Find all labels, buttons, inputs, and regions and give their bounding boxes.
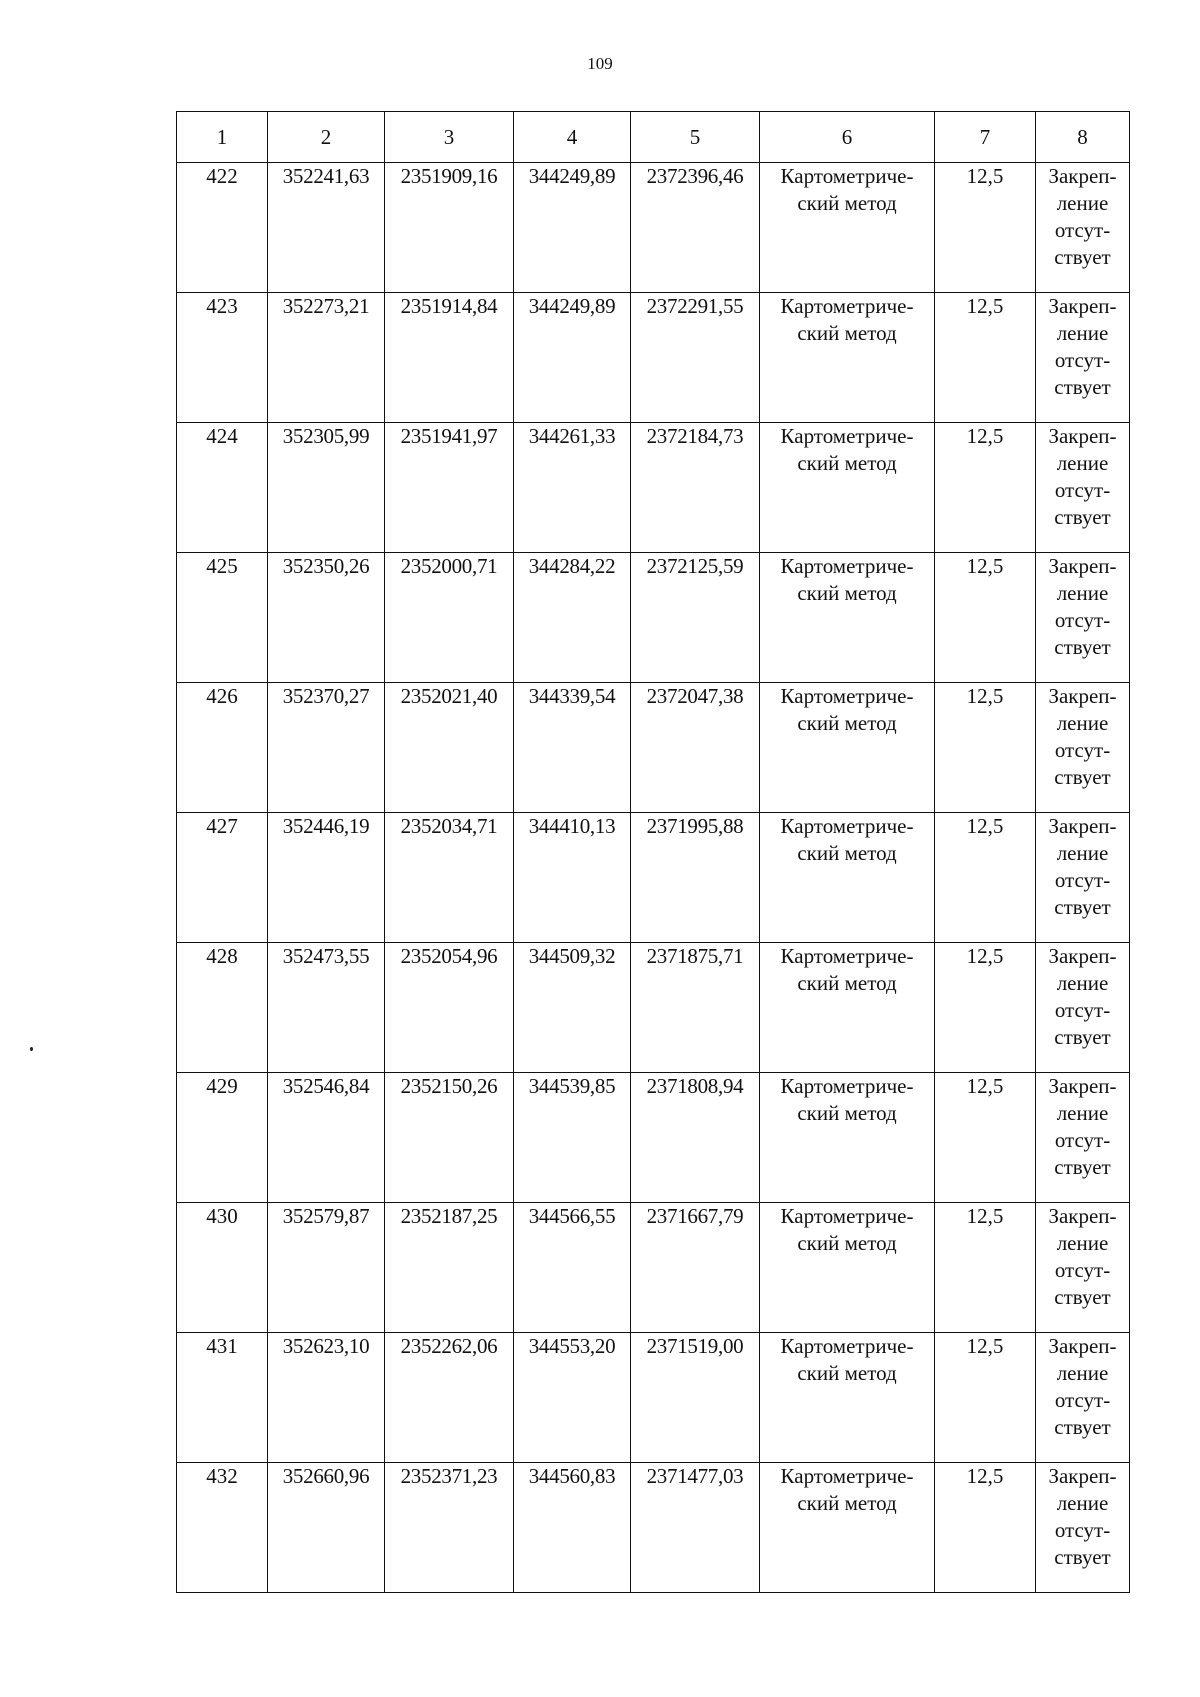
fixing-text-line: Закреп- (1048, 1204, 1117, 1228)
accuracy-cell: 12,5 (935, 943, 1036, 1073)
coordinate-cell: 352273,21 (268, 293, 385, 423)
method-text-line: ский метод (797, 1361, 897, 1385)
coordinate-cell: 2372184,73 (631, 423, 760, 553)
fixing-text-line: ление (1056, 451, 1109, 475)
fixing-text-line: ление (1056, 1231, 1109, 1255)
coordinate-cell: 2351941,97 (385, 423, 514, 553)
fixing-text-line: ствует (1054, 1025, 1111, 1049)
table-row (177, 813, 1130, 943)
coordinate-cell: 352546,84 (268, 1073, 385, 1203)
coordinate-cell: 2351914,84 (385, 293, 514, 423)
header-cell: 7 (935, 112, 1036, 163)
fixing-text-line: Закреп- (1048, 164, 1117, 188)
table-row (177, 423, 1130, 553)
method-text-line: Картометриче- (780, 814, 914, 838)
coordinate-cell: 2352187,25 (385, 1203, 514, 1333)
method-cell (760, 1333, 935, 1463)
coordinate-cell: 2371995,88 (631, 813, 760, 943)
fixing-text-line: ление (1056, 711, 1109, 735)
coordinate-cell: 2372125,59 (631, 553, 760, 683)
method-text-line: ский метод (797, 841, 897, 865)
method-text-line: ский метод (797, 1231, 897, 1255)
coordinate-cell: 2352262,06 (385, 1333, 514, 1463)
accuracy-cell: 12,5 (935, 1073, 1036, 1203)
coordinate-cell: 344249,89 (514, 293, 631, 423)
fixing-text-line: отсут- (1054, 998, 1111, 1022)
fixing-text-line: ление (1056, 1101, 1109, 1125)
table-row (177, 1073, 1130, 1203)
method-text-line: Картометриче- (780, 164, 914, 188)
method-text-line: ский метод (797, 321, 897, 345)
table-row (177, 1333, 1130, 1463)
coordinate-cell: 344566,55 (514, 1203, 631, 1333)
coordinate-cell: 352350,26 (268, 553, 385, 683)
accuracy-cell: 12,5 (935, 1333, 1036, 1463)
fixing-cell (1036, 293, 1130, 423)
method-text-line: Картометриче- (780, 554, 914, 578)
header-cell: 8 (1036, 112, 1130, 163)
method-cell (760, 1203, 935, 1333)
method-cell (760, 423, 935, 553)
coordinate-cell: 2352021,40 (385, 683, 514, 813)
coordinate-cell: 2352000,71 (385, 553, 514, 683)
point-number-cell: 428 (177, 943, 268, 1073)
fixing-text-line: ствует (1054, 245, 1111, 269)
fixing-text-line: Закреп- (1048, 554, 1117, 578)
method-cell (760, 293, 935, 423)
scan-speck (30, 1047, 33, 1051)
fixing-text-line: Закреп- (1048, 424, 1117, 448)
page-number: 109 (587, 54, 613, 73)
header-cell: 2 (268, 112, 385, 163)
accuracy-cell: 12,5 (935, 293, 1036, 423)
method-text-line: Картометриче- (780, 424, 914, 448)
accuracy-cell: 12,5 (935, 163, 1036, 293)
fixing-text-line: ление (1056, 321, 1109, 345)
accuracy-cell: 12,5 (935, 423, 1036, 553)
method-text-line: ский метод (797, 191, 897, 215)
fixing-cell (1036, 943, 1130, 1073)
coordinate-cell: 2371875,71 (631, 943, 760, 1073)
method-text-line: Картометриче- (780, 1204, 914, 1228)
coordinate-cell: 344539,85 (514, 1073, 631, 1203)
fixing-text-line: ление (1056, 1361, 1109, 1385)
fixing-text-line: ствует (1054, 1285, 1111, 1309)
coordinate-cell: 2352034,71 (385, 813, 514, 943)
fixing-text-line: ствует (1054, 635, 1111, 659)
fixing-text-line: Закреп- (1048, 1334, 1117, 1358)
method-cell (760, 1073, 935, 1203)
coordinate-cell: 352241,63 (268, 163, 385, 293)
point-number-cell: 422 (177, 163, 268, 293)
method-text-line: ский метод (797, 711, 897, 735)
fixing-text-line: отсут- (1054, 1128, 1111, 1152)
method-text-line: ский метод (797, 1491, 897, 1515)
coordinate-cell: 2352150,26 (385, 1073, 514, 1203)
fixing-text-line: отсут- (1054, 348, 1111, 372)
accuracy-cell: 12,5 (935, 1203, 1036, 1333)
fixing-text-line: отсут- (1054, 478, 1111, 502)
fixing-text-line: ствует (1054, 1155, 1111, 1179)
point-number-cell: 432 (177, 1463, 268, 1593)
accuracy-cell: 12,5 (935, 683, 1036, 813)
method-cell (760, 163, 935, 293)
fixing-text-line: Закреп- (1048, 1464, 1117, 1488)
fixing-text-line: ствует (1054, 1545, 1111, 1569)
fixing-text-line: отсут- (1054, 868, 1111, 892)
coordinate-cell: 344509,32 (514, 943, 631, 1073)
fixing-text-line: Закреп- (1048, 814, 1117, 838)
fixing-text-line: Закреп- (1048, 1074, 1117, 1098)
coordinate-cell: 344339,54 (514, 683, 631, 813)
fixing-cell (1036, 163, 1130, 293)
point-number-cell: 425 (177, 553, 268, 683)
fixing-text-line: Закреп- (1048, 294, 1117, 318)
fixing-cell (1036, 553, 1130, 683)
table-header (177, 112, 1130, 163)
coordinate-cell: 352473,55 (268, 943, 385, 1073)
method-text-line: Картометриче- (780, 294, 914, 318)
header-cell: 6 (760, 112, 935, 163)
header-cell: 5 (631, 112, 760, 163)
fixing-text-line: ствует (1054, 765, 1111, 789)
coordinate-cell: 352660,96 (268, 1463, 385, 1593)
method-text-line: ский метод (797, 1101, 897, 1125)
fixing-text-line: ление (1056, 971, 1109, 995)
coordinates-table (176, 111, 1130, 1593)
accuracy-cell: 12,5 (935, 1463, 1036, 1593)
point-number-cell: 423 (177, 293, 268, 423)
coordinate-cell: 2352054,96 (385, 943, 514, 1073)
table-row (177, 553, 1130, 683)
table-row (177, 943, 1130, 1073)
coordinate-cell: 2372291,55 (631, 293, 760, 423)
fixing-text-line: Закреп- (1048, 684, 1117, 708)
coordinate-cell: 352623,10 (268, 1333, 385, 1463)
coordinate-cell: 352446,19 (268, 813, 385, 943)
fixing-cell (1036, 813, 1130, 943)
coordinate-cell: 2351909,16 (385, 163, 514, 293)
fixing-text-line: отсут- (1054, 738, 1111, 762)
coordinate-cell: 344560,83 (514, 1463, 631, 1593)
point-number-cell: 424 (177, 423, 268, 553)
coordinate-cell: 2372047,38 (631, 683, 760, 813)
fixing-text-line: отсут- (1054, 1388, 1111, 1412)
method-cell (760, 683, 935, 813)
fixing-text-line: Закреп- (1048, 944, 1117, 968)
table-row (177, 1463, 1130, 1593)
accuracy-cell: 12,5 (935, 813, 1036, 943)
fixing-cell (1036, 1463, 1130, 1593)
table-body (177, 163, 1130, 1593)
point-number-cell: 429 (177, 1073, 268, 1203)
header-row (177, 112, 1130, 163)
fixing-text-line: ствует (1054, 895, 1111, 919)
method-cell (760, 813, 935, 943)
coordinate-cell: 2371808,94 (631, 1073, 760, 1203)
method-cell (760, 943, 935, 1073)
method-text-line: Картометриче- (780, 1334, 914, 1358)
method-text-line: ский метод (797, 581, 897, 605)
fixing-text-line: ление (1056, 841, 1109, 865)
fixing-cell (1036, 1073, 1130, 1203)
point-number-cell: 430 (177, 1203, 268, 1333)
coordinate-cell: 352579,87 (268, 1203, 385, 1333)
table-row (177, 293, 1130, 423)
coordinate-cell: 2352371,23 (385, 1463, 514, 1593)
method-text-line: ский метод (797, 971, 897, 995)
point-number-cell: 431 (177, 1333, 268, 1463)
fixing-text-line: ствует (1054, 505, 1111, 529)
fixing-cell (1036, 1333, 1130, 1463)
fixing-cell (1036, 683, 1130, 813)
table-row (177, 1203, 1130, 1333)
fixing-text-line: ствует (1054, 1415, 1111, 1439)
coordinate-cell: 2371477,03 (631, 1463, 760, 1593)
fixing-text-line: отсут- (1054, 1518, 1111, 1542)
method-text-line: Картометриче- (780, 944, 914, 968)
point-number-cell: 427 (177, 813, 268, 943)
point-number-cell: 426 (177, 683, 268, 813)
method-text-line: Картометриче- (780, 1074, 914, 1098)
coordinate-cell: 344410,13 (514, 813, 631, 943)
header-cell: 3 (385, 112, 514, 163)
fixing-text-line: ление (1056, 1491, 1109, 1515)
fixing-text-line: отсут- (1054, 218, 1111, 242)
coordinate-cell: 344553,20 (514, 1333, 631, 1463)
header-cell: 4 (514, 112, 631, 163)
fixing-text-line: отсут- (1054, 608, 1111, 632)
method-cell (760, 1463, 935, 1593)
method-text-line: Картометриче- (780, 684, 914, 708)
coordinate-cell: 344284,22 (514, 553, 631, 683)
fixing-cell (1036, 1203, 1130, 1333)
method-cell (760, 553, 935, 683)
method-text-line: ский метод (797, 451, 897, 475)
header-cell: 1 (177, 112, 268, 163)
coordinate-cell: 2371519,00 (631, 1333, 760, 1463)
coordinate-cell: 352370,27 (268, 683, 385, 813)
fixing-text-line: ствует (1054, 375, 1111, 399)
coordinate-cell: 2371667,79 (631, 1203, 760, 1333)
method-text-line: Картометриче- (780, 1464, 914, 1488)
coordinate-cell: 344261,33 (514, 423, 631, 553)
table-row (177, 163, 1130, 293)
fixing-text-line: отсут- (1054, 1258, 1111, 1282)
accuracy-cell: 12,5 (935, 553, 1036, 683)
fixing-text-line: ление (1056, 191, 1109, 215)
coordinate-cell: 344249,89 (514, 163, 631, 293)
table-row (177, 683, 1130, 813)
fixing-text-line: ление (1056, 581, 1109, 605)
fixing-cell (1036, 423, 1130, 553)
coordinate-cell: 352305,99 (268, 423, 385, 553)
coordinate-cell: 2372396,46 (631, 163, 760, 293)
